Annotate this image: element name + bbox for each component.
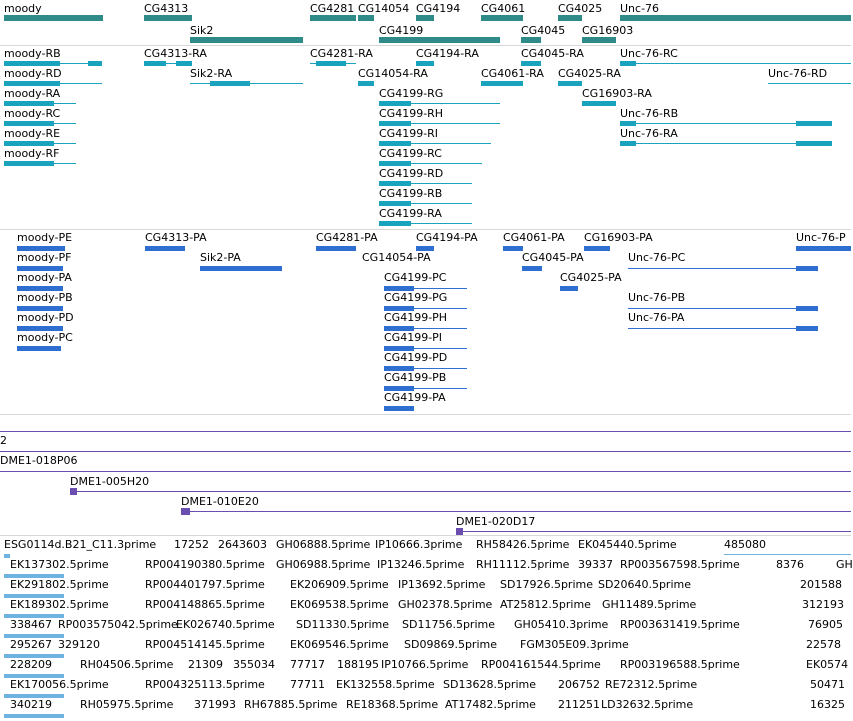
est-label[interactable]: EK137302.5prime <box>10 558 109 571</box>
transcript-exon[interactable] <box>379 181 411 186</box>
protein-label[interactable]: CG4199-PI <box>384 331 443 344</box>
protein-label[interactable]: CG4313-PA <box>145 231 207 244</box>
gene-feature[interactable] <box>4 15 103 21</box>
protein-label[interactable]: Unc-76-P <box>796 231 846 244</box>
transcript-exon[interactable] <box>379 101 411 106</box>
est-label[interactable]: 77717 <box>290 658 325 671</box>
est-label[interactable]: IP10766.5prime <box>381 658 469 671</box>
est-label[interactable]: 16325 <box>810 698 845 711</box>
est-label[interactable]: RP004514145.5prime <box>145 638 265 651</box>
est-feature[interactable] <box>4 714 64 718</box>
protein-label[interactable]: Unc-76-PB <box>628 291 686 304</box>
gene-label[interactable]: CG4061 <box>481 2 526 15</box>
est-label[interactable]: 228209 <box>10 658 52 671</box>
gene-feature[interactable] <box>558 15 582 21</box>
transcript-label[interactable]: CG4199-RD <box>379 167 444 180</box>
est-label[interactable]: 329120 <box>58 638 100 651</box>
transcript-exon[interactable] <box>144 61 166 66</box>
est-label[interactable]: EK069538.5prime <box>290 598 389 611</box>
transcript-exon[interactable] <box>4 81 60 86</box>
protein-cds[interactable] <box>145 246 185 251</box>
clone-label[interactable]: DME1-020D17 <box>456 515 536 528</box>
clone-line[interactable] <box>0 451 851 452</box>
protein-label[interactable]: moody-PA <box>17 271 72 284</box>
est-label[interactable]: 340219 <box>10 698 52 711</box>
gene-label[interactable]: Unc-76 <box>620 2 660 15</box>
est-label[interactable]: EK189302.5prime <box>10 598 109 611</box>
transcript-label[interactable]: Unc-76-RA <box>620 127 678 140</box>
transcript-exon[interactable] <box>210 81 250 86</box>
protein-label[interactable]: CG4025-PA <box>560 271 622 284</box>
transcript-exon[interactable] <box>481 81 523 86</box>
transcript-exon[interactable] <box>4 61 60 66</box>
est-label[interactable]: 2643603 <box>218 538 267 551</box>
est-label[interactable]: AT25812.5prime <box>500 598 591 611</box>
transcript-label[interactable]: CG4199-RA <box>379 207 442 220</box>
est-label[interactable]: EK026740.5prime <box>176 618 275 631</box>
est-label[interactable]: RE18368.5prime <box>346 698 439 711</box>
clone-line[interactable] <box>181 511 851 512</box>
gene-feature[interactable] <box>521 37 541 43</box>
clone-label[interactable]: DME1-010E20 <box>181 495 259 508</box>
transcript-label[interactable]: CG4061-RA <box>481 67 544 80</box>
est-label[interactable]: GH06988.5prime <box>276 558 371 571</box>
transcript-label[interactable]: CG4045-RA <box>521 47 584 60</box>
protein-label[interactable]: moody-PD <box>17 311 74 324</box>
transcript-exon[interactable] <box>176 61 192 66</box>
transcript-label[interactable]: moody-RB <box>4 47 61 60</box>
transcript-exon[interactable] <box>796 141 832 146</box>
est-label[interactable]: EK291802.5prime <box>10 578 109 591</box>
est-label[interactable]: 371993 <box>194 698 236 711</box>
est-label[interactable]: RP004161544.5prime <box>481 658 601 671</box>
transcript-label[interactable]: Unc-76-RB <box>620 107 679 120</box>
protein-cds[interactable] <box>796 306 818 311</box>
transcript-label[interactable]: CG4194-RA <box>416 47 479 60</box>
est-label[interactable]: GH06888.5prime <box>276 538 371 551</box>
est-label[interactable]: 211251 <box>558 698 600 711</box>
transcript-exon[interactable] <box>416 61 434 66</box>
transcript-label[interactable]: CG4313-RA <box>144 47 207 60</box>
est-label[interactable]: EK132558.5prime <box>336 678 435 691</box>
est-label[interactable]: RH04506.5prime <box>80 658 174 671</box>
est-label[interactable]: FGM305E09.3prime <box>520 638 629 651</box>
est-label[interactable]: IP10666.3prime <box>375 538 463 551</box>
est-label[interactable]: RP004401797.5prime <box>145 578 265 591</box>
transcript-intron <box>768 83 851 84</box>
transcript-exon[interactable] <box>4 141 54 146</box>
clone-label[interactable]: 2 <box>0 434 7 447</box>
gene-feature[interactable] <box>582 37 616 43</box>
gene-label[interactable]: CG4025 <box>558 2 603 15</box>
est-label[interactable]: 77711 <box>290 678 325 691</box>
transcript-intron <box>620 63 851 64</box>
est-label[interactable]: RP004148865.5prime <box>145 598 265 611</box>
est-label[interactable]: 338467 <box>10 618 52 631</box>
protein-intron <box>628 268 818 269</box>
protein-label[interactable]: CG4199-PA <box>384 391 446 404</box>
transcript-label[interactable]: moody-RD <box>4 67 62 80</box>
protein-label[interactable]: CG4199-PG <box>384 291 448 304</box>
transcript-label[interactable]: moody-RF <box>4 147 60 160</box>
est-label[interactable]: IP13692.5prime <box>398 578 486 591</box>
track-separator <box>0 45 851 46</box>
gene-label[interactable]: Sik2 <box>190 24 214 37</box>
track-separator <box>0 414 851 415</box>
gene-label[interactable]: CG14054 <box>358 2 410 15</box>
protein-label[interactable]: CG4194-PA <box>416 231 478 244</box>
protein-cds[interactable] <box>796 326 818 331</box>
transcript-exon[interactable] <box>379 121 411 126</box>
transcript-exon[interactable] <box>358 81 374 86</box>
gene-label[interactable]: moody <box>4 2 42 15</box>
transcript-exon[interactable] <box>379 201 411 206</box>
est-label[interactable]: RP003196588.5prime <box>620 658 740 671</box>
protein-cds[interactable] <box>560 286 578 291</box>
est-label[interactable]: RH67885.5prime <box>244 698 338 711</box>
protein-label[interactable]: CG4199-PB <box>384 371 447 384</box>
track-separator <box>0 535 851 536</box>
gene-feature[interactable] <box>190 37 303 43</box>
transcript-label[interactable]: CG4281-RA <box>310 47 373 60</box>
protein-cds[interactable] <box>522 266 542 271</box>
gene-label[interactable]: CG4045 <box>521 24 566 37</box>
est-label[interactable]: SD11330.5prime <box>296 618 389 631</box>
clone-end-marker <box>70 488 77 495</box>
transcript-exon[interactable] <box>796 121 832 126</box>
est-label[interactable]: RP004190380.5prime <box>145 558 265 571</box>
transcript-exon[interactable] <box>620 141 636 146</box>
est-label[interactable]: GH05410.3prime <box>514 618 609 631</box>
est-label[interactable]: 206752 <box>558 678 600 691</box>
transcript-label[interactable]: moody-RE <box>4 127 61 140</box>
protein-label[interactable]: Sik2-PA <box>200 251 241 264</box>
gene-label[interactable]: CG4313 <box>144 2 189 15</box>
transcript-exon[interactable] <box>4 121 54 126</box>
est-label[interactable]: 355034 <box>233 658 275 671</box>
protein-label[interactable]: CG14054-PA <box>362 251 431 264</box>
transcript-exon[interactable] <box>379 141 411 146</box>
protein-label[interactable]: Unc-76-PA <box>628 311 685 324</box>
transcript-label[interactable]: moody-RA <box>4 87 61 100</box>
est-label[interactable]: RH58426.5prime <box>476 538 570 551</box>
est-label[interactable]: IP13246.5prime <box>377 558 465 571</box>
transcript-label[interactable]: CG14054-RA <box>358 67 428 80</box>
protein-cds[interactable] <box>796 246 851 251</box>
gene-label[interactable]: CG4281 <box>310 2 355 15</box>
gene-feature[interactable] <box>481 15 523 21</box>
est-label[interactable]: RP004325113.5prime <box>145 678 265 691</box>
transcript-label[interactable]: Sik2-RA <box>190 67 233 80</box>
est-label[interactable]: 485080 <box>724 538 766 551</box>
est-label[interactable]: SD20640.5prime <box>598 578 691 591</box>
transcript-label[interactable]: Unc-76-RD <box>768 67 828 80</box>
transcript-label[interactable]: CG4199-RI <box>379 127 439 140</box>
protein-label[interactable]: moody-PE <box>17 231 73 244</box>
est-label[interactable]: 8376 <box>776 558 804 571</box>
clone-label[interactable]: DME1-005H20 <box>70 475 150 488</box>
est-label[interactable]: 295267 <box>10 638 52 651</box>
protein-label[interactable]: moody-PC <box>17 331 73 344</box>
gene-feature[interactable] <box>144 15 192 21</box>
protein-label[interactable]: CG4045-PA <box>522 251 584 264</box>
transcript-exon[interactable] <box>379 161 411 166</box>
est-label[interactable]: 76905 <box>808 618 843 631</box>
clone-end-marker <box>456 528 463 535</box>
gene-feature[interactable] <box>620 15 851 21</box>
est-label[interactable]: RE72312.5prime <box>605 678 698 691</box>
protein-label[interactable]: Unc-76-PC <box>628 251 686 264</box>
transcript-exon[interactable] <box>620 121 636 126</box>
clone-end-marker <box>181 508 190 515</box>
est-label[interactable]: 201588 <box>800 578 842 591</box>
transcript-exon[interactable] <box>4 101 54 106</box>
protein-label[interactable]: CG4199-PC <box>384 271 447 284</box>
est-label[interactable]: EK170056.5prime <box>10 678 109 691</box>
transcript-label[interactable]: CG4199-RC <box>379 147 442 160</box>
est-label[interactable]: 312193 <box>802 598 844 611</box>
est-label[interactable]: EK069546.5prime <box>290 638 389 651</box>
transcript-exon[interactable] <box>4 161 54 166</box>
est-label[interactable]: SD13628.5prime <box>443 678 536 691</box>
est-label[interactable]: GH11489.5prime <box>602 598 697 611</box>
est-label[interactable]: 22578 <box>806 638 841 651</box>
transcript-exon[interactable] <box>582 101 616 106</box>
transcript-label[interactable]: CG4199-RB <box>379 187 443 200</box>
est-label[interactable]: EK206909.5prime <box>290 578 389 591</box>
est-label[interactable]: 188195 <box>337 658 379 671</box>
transcript-exon[interactable] <box>88 61 102 66</box>
est-label[interactable]: SD11756.5prime <box>402 618 495 631</box>
est-label[interactable]: EK0574 <box>806 658 849 671</box>
protein-label[interactable]: CG16903-PA <box>584 231 653 244</box>
est-feature[interactable] <box>724 554 851 555</box>
transcript-label[interactable]: Unc-76-RC <box>620 47 678 60</box>
protein-cds[interactable] <box>503 246 523 251</box>
est-label[interactable]: GH02378.5prime <box>398 598 493 611</box>
protein-cds[interactable] <box>796 266 818 271</box>
protein-label[interactable]: CG4199-PH <box>384 311 448 324</box>
transcript-label[interactable]: CG4199-RH <box>379 107 444 120</box>
est-label[interactable]: RP003631419.5prime <box>620 618 740 631</box>
est-label[interactable]: RH05975.5prime <box>80 698 174 711</box>
protein-label[interactable]: CG4061-PA <box>503 231 565 244</box>
transcript-exon[interactable] <box>521 61 541 66</box>
est-label[interactable]: GH <box>836 558 853 571</box>
gene-label[interactable]: CG4194 <box>416 2 461 15</box>
gene-label[interactable]: CG16903 <box>582 24 634 37</box>
clone-line[interactable] <box>0 431 851 432</box>
transcript-label[interactable]: moody-RC <box>4 107 61 120</box>
protein-cds[interactable] <box>316 246 356 251</box>
clone-line[interactable] <box>0 471 851 472</box>
transcript-exon[interactable] <box>620 61 636 66</box>
est-label[interactable]: RP003567598.5prime <box>620 558 740 571</box>
est-label[interactable]: RP003575042.5prime <box>58 618 178 631</box>
protein-cds[interactable] <box>384 406 414 411</box>
transcript-exon[interactable] <box>316 61 346 66</box>
track-separator <box>0 229 851 230</box>
est-label[interactable]: 17252 <box>174 538 209 551</box>
protein-label[interactable]: moody-PB <box>17 291 73 304</box>
protein-cds[interactable] <box>584 246 610 251</box>
est-label[interactable]: ESG0114d.B21_C11.3prime <box>4 538 157 551</box>
est-label[interactable]: SD09869.5prime <box>404 638 497 651</box>
clone-line[interactable] <box>456 531 851 532</box>
transcript-exon[interactable] <box>379 221 411 226</box>
est-label[interactable]: 21309 <box>188 658 223 671</box>
est-label[interactable]: RH11112.5prime <box>476 558 570 571</box>
transcript-label[interactable]: CG16903-RA <box>582 87 652 100</box>
gene-feature[interactable] <box>379 37 500 43</box>
transcript-exon[interactable] <box>558 81 582 86</box>
protein-intron <box>628 308 818 309</box>
est-label[interactable]: EK045440.5prime <box>578 538 677 551</box>
protein-label[interactable]: moody-PF <box>17 251 72 264</box>
protein-cds[interactable] <box>200 266 282 271</box>
est-label[interactable]: AT17482.5prime <box>445 698 536 711</box>
gene-label[interactable]: CG4199 <box>379 24 424 37</box>
est-label[interactable]: 39337 <box>578 558 613 571</box>
protein-label[interactable]: CG4281-PA <box>316 231 378 244</box>
protein-intron <box>628 328 818 329</box>
protein-cds[interactable] <box>17 346 61 351</box>
gene-feature[interactable] <box>358 15 374 21</box>
protein-label[interactable]: CG4199-PD <box>384 351 448 364</box>
clone-label[interactable]: DME1-018P06 <box>0 454 78 467</box>
est-label[interactable]: 50471 <box>810 678 845 691</box>
gene-feature[interactable] <box>310 15 356 21</box>
est-label[interactable]: SD17926.5prime <box>500 578 593 591</box>
clone-line[interactable] <box>70 491 851 492</box>
est-label[interactable]: LD32632.5prime <box>601 698 694 711</box>
transcript-label[interactable]: CG4199-RG <box>379 87 444 100</box>
gene-feature[interactable] <box>416 15 434 21</box>
transcript-label[interactable]: CG4025-RA <box>558 67 621 80</box>
